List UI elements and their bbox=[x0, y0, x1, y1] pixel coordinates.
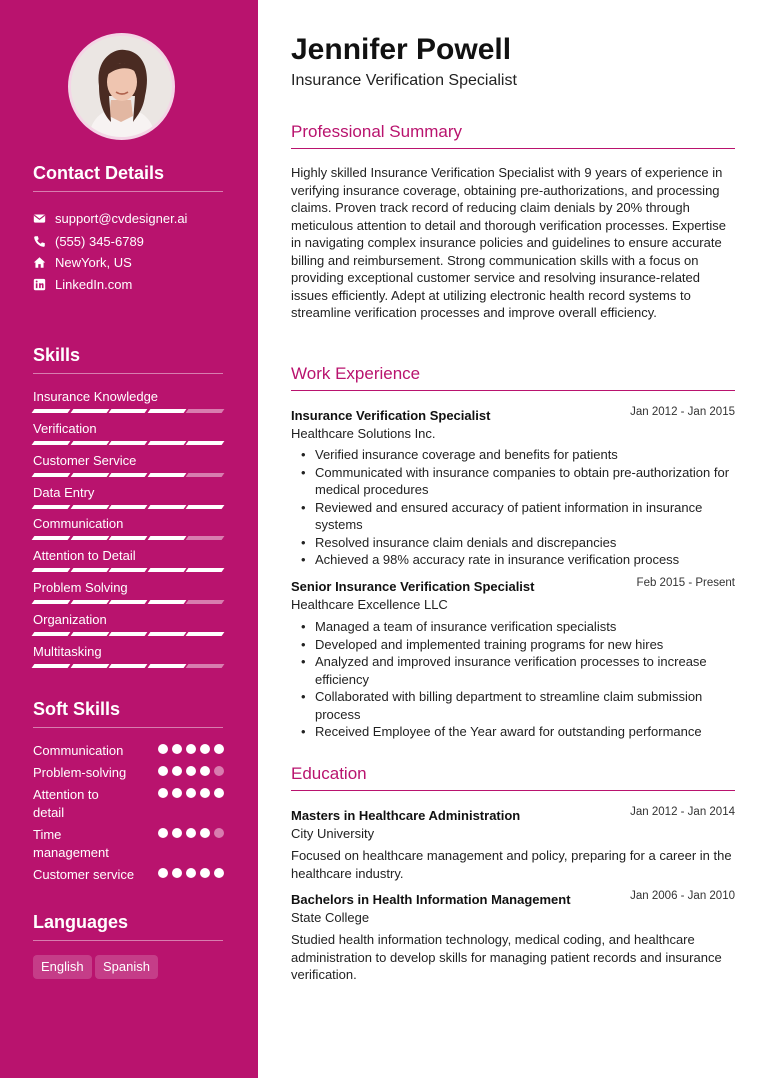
sidebar bbox=[0, 0, 258, 1078]
skill-item bbox=[33, 452, 223, 477]
languages-heading: Languages bbox=[33, 912, 223, 941]
soft-skill-item bbox=[33, 742, 223, 760]
education-heading: Education bbox=[291, 764, 735, 791]
soft-skill-item bbox=[33, 786, 223, 822]
rating-dots bbox=[158, 788, 224, 798]
soft-skills-heading: Soft Skills bbox=[33, 699, 223, 728]
school-name: State College bbox=[291, 910, 370, 925]
skill-bar bbox=[33, 441, 223, 445]
linkedin-icon bbox=[33, 278, 46, 291]
job-company: Healthcare Excellence LLC bbox=[291, 597, 448, 612]
skill-item bbox=[33, 547, 223, 572]
skill-bar bbox=[33, 568, 223, 572]
list-item: • Achieved a 98% accuracy rate in insurance verification process bbox=[291, 551, 735, 569]
skill-item bbox=[33, 515, 223, 540]
skill-name: Customer Service bbox=[33, 453, 137, 468]
skill-bar bbox=[33, 536, 223, 540]
skill-bar bbox=[33, 473, 223, 477]
contact-linkedin[interactable] bbox=[33, 275, 132, 293]
job-title: Insurance Verification Specialist bbox=[291, 408, 491, 423]
skill-item bbox=[33, 388, 223, 413]
list-item: • Communicated with insurance companies to obtain pre-authorization for medical procedures bbox=[291, 464, 735, 499]
contact-location-text: NewYork, US bbox=[55, 254, 132, 270]
rating-dots bbox=[158, 766, 224, 776]
rating-dots bbox=[158, 868, 224, 878]
skill-bar bbox=[33, 409, 223, 413]
rating-dots bbox=[158, 744, 224, 754]
soft-skill-name: Customer service bbox=[33, 867, 135, 882]
degree-description: Studied health information technology, medical coding, and healthcare administration to develop skills for managing patient records and insurance verification. bbox=[291, 932, 722, 982]
soft-skill-item bbox=[33, 764, 223, 782]
degree-description: Focused on healthcare management and policy, preparing for a career in the healthcare industry. bbox=[291, 848, 732, 881]
skill-name: Problem Solving bbox=[33, 580, 128, 595]
soft-skill-name: Time management bbox=[33, 827, 109, 860]
list-item: • Received Employee of the Year award for outstanding performance bbox=[291, 723, 735, 741]
summary-heading: Professional Summary bbox=[291, 122, 735, 149]
skill-item bbox=[33, 579, 223, 604]
skill-name: Verification bbox=[33, 421, 97, 436]
list-item: • Reviewed and ensured accuracy of patient information in insurance systems bbox=[291, 499, 735, 534]
soft-skill-item bbox=[33, 826, 223, 862]
skill-name: Organization bbox=[33, 612, 107, 627]
skill-item bbox=[33, 643, 223, 668]
skill-name: Data Entry bbox=[33, 485, 95, 500]
contact-linkedin-text: LinkedIn.com bbox=[55, 276, 133, 292]
contact-email-text: support@cvdesigner.ai bbox=[55, 210, 188, 226]
list-item: • Managed a team of insurance verification specialists bbox=[291, 618, 735, 636]
skill-name: Multitasking bbox=[33, 644, 102, 659]
contact-email[interactable] bbox=[33, 209, 187, 227]
skill-bar bbox=[33, 664, 223, 668]
skill-name: Insurance Knowledge bbox=[33, 389, 159, 404]
skills-heading: Skills bbox=[33, 345, 223, 374]
phone-icon bbox=[33, 235, 46, 248]
list-item: • Collaborated with billing department to streamline claim submission process bbox=[291, 688, 735, 723]
degree-title: Bachelors in Health Information Management bbox=[291, 892, 571, 907]
soft-skill-name: Communication bbox=[33, 743, 124, 758]
contact-phone[interactable] bbox=[33, 232, 144, 250]
skill-bar bbox=[33, 600, 223, 604]
job-dates: Jan 2012 - Jan 2015 bbox=[630, 406, 735, 418]
list-item: • Resolved insurance claim denials and discrepancies bbox=[291, 534, 735, 552]
degree-title: Masters in Healthcare Administration bbox=[291, 808, 521, 823]
job-title: Senior Insurance Verification Specialist bbox=[291, 579, 535, 594]
contact-heading: Contact Details bbox=[33, 163, 223, 192]
degree-dates: Jan 2006 - Jan 2010 bbox=[630, 890, 735, 902]
rating-dots bbox=[158, 828, 224, 838]
skill-bar bbox=[33, 632, 223, 636]
list-item: • Developed and implemented training programs for new hires bbox=[291, 636, 735, 654]
skill-name: Communication bbox=[33, 516, 124, 531]
job-dates: Feb 2015 - Present bbox=[636, 577, 735, 589]
contact-location bbox=[33, 253, 132, 271]
list-item: • Analyzed and improved insurance verification processes to increase efficiency bbox=[291, 653, 735, 688]
job-bullets bbox=[291, 446, 735, 569]
candidate-title: Insurance Verification Specialist bbox=[291, 72, 517, 89]
list-item: • Verified insurance coverage and benefits for patients bbox=[291, 446, 735, 464]
soft-skill-name: Problem-solving bbox=[33, 765, 127, 780]
skill-item bbox=[33, 420, 223, 445]
job-bullets bbox=[291, 618, 735, 741]
soft-skill-item bbox=[33, 866, 223, 884]
skill-name: Attention to Detail bbox=[33, 548, 136, 563]
envelope-icon bbox=[33, 212, 46, 225]
soft-skill-name: Attention to detail bbox=[33, 787, 99, 820]
skill-bar bbox=[33, 505, 223, 509]
skill-item bbox=[33, 484, 223, 509]
summary-text: Highly skilled Insurance Verification Specialist with 9 years of experience in verifying insurance coverage, obtaining pre-authorizations, and processing claims. Proven track record of reducing claim denials by 20% through meticulous attention to detail and thorough verification processes. Expertise in navigating complex insurance policies and guidelines to ensure accurate billing and reimbursement. Strong communication skills with a focus on providing exceptional customer service and resolving insurance-related issues efficiently. Adept at utilizing electronic health record systems to streamline verification processes and improve overall efficiency. bbox=[291, 165, 727, 320]
skill-item bbox=[33, 611, 223, 636]
home-icon bbox=[33, 256, 46, 269]
school-name: City University bbox=[291, 826, 375, 841]
candidate-name: Jennifer Powell bbox=[291, 33, 512, 66]
language-tag: Spanish bbox=[95, 955, 158, 979]
job-company: Healthcare Solutions Inc. bbox=[291, 426, 436, 441]
contact-phone-text: (555) 345-6789 bbox=[55, 233, 144, 249]
language-tag: English bbox=[33, 955, 92, 979]
profile-photo bbox=[68, 33, 175, 140]
degree-dates: Jan 2012 - Jan 2014 bbox=[630, 806, 735, 818]
experience-heading: Work Experience bbox=[291, 364, 735, 391]
